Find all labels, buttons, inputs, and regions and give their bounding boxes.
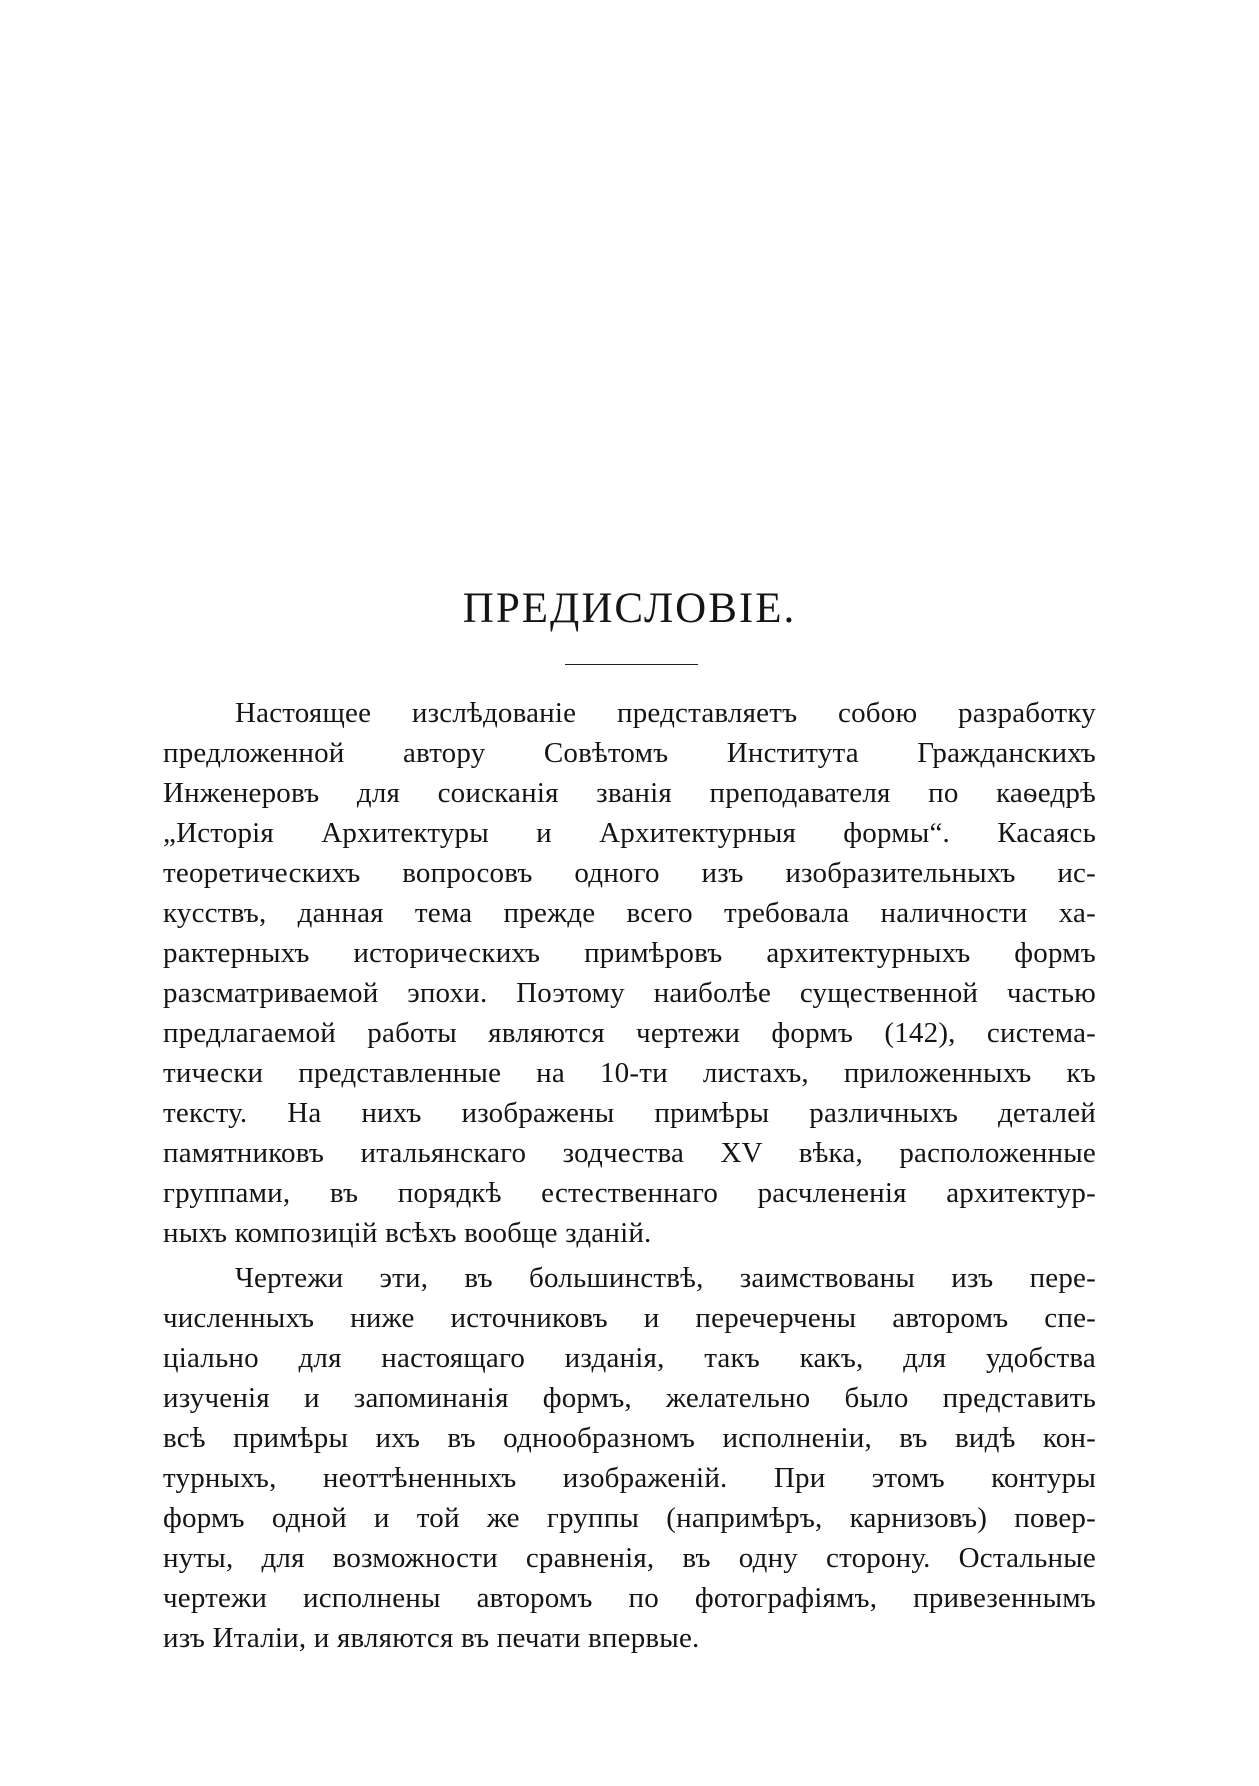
text-line: группами, въ порядкѣ естественнаго расчлененія архитектур-	[163, 1177, 1096, 1209]
text-line: чертежи исполнены авторомъ по фотографіямъ, привезеннымъ	[163, 1582, 1096, 1614]
text-line: ныхъ композицій всѣхъ вообще зданій.	[163, 1217, 652, 1249]
text-line: тексту. На нихъ изображены примѣры различныхъ деталей	[163, 1097, 1096, 1129]
preface-body	[163, 693, 1096, 1658]
text-line: рактерныхъ историческихъ примѣровъ архитектурныхъ формъ	[163, 937, 1096, 969]
text-line: нуты, для возможности сравненія, въ одну сторону. Остальные	[163, 1542, 1096, 1574]
text-line: изученія и запоминанія формъ, желательно было представить	[163, 1382, 1096, 1414]
text-line: формъ одной и той же группы (напримѣръ, карнизовъ) повер-	[163, 1502, 1096, 1534]
text-line: предложенной автору Совѣтомъ Института Гражданскихъ	[163, 737, 1096, 769]
text-line: изъ Италіи, и являются въ печати впервые.	[163, 1622, 700, 1654]
text-line: ціально для настоящаго изданія, такъ какъ, для удобства	[163, 1342, 1096, 1374]
text-line: тически представленные на 10-ти листахъ, приложенныхъ къ	[163, 1057, 1096, 1089]
text-line: кусствъ, данная тема прежде всего требовала наличности ха-	[163, 897, 1096, 929]
text-line: предлагаемой работы являются чертежи формъ (142), система-	[163, 1017, 1096, 1049]
text-line: численныхъ ниже источниковъ и перечерчены авторомъ спе-	[163, 1302, 1096, 1334]
page-title: ПРЕДИСЛОВІЕ.	[462, 585, 797, 632]
text-line: разсматриваемой эпохи. Поэтому наиболѣе существенной частью	[163, 977, 1096, 1009]
text-line: Чертежи эти, въ большинствѣ, заимствованы изъ пере-	[235, 1262, 1096, 1294]
text-line: Инженеровъ для соисканія званія преподавателя по каѳедрѣ	[163, 777, 1096, 809]
title-divider	[565, 664, 698, 665]
paragraph-1	[163, 693, 1096, 1253]
text-line: теоретическихъ вопросовъ одного изъ изобразительныхъ ис-	[163, 857, 1096, 889]
text-line: памятниковъ итальянскаго зодчества XV вѣка, расположенные	[163, 1137, 1096, 1169]
paragraph-2	[163, 1258, 1096, 1658]
text-line: турныхъ, неоттѣненныхъ изображеній. При этомъ контуры	[163, 1462, 1096, 1494]
text-line: „Исторія Архитектуры и Архитектурныя формы“. Касаясь	[163, 817, 1096, 849]
text-line: всѣ примѣры ихъ въ однообразномъ исполненіи, въ видѣ кон-	[163, 1422, 1096, 1454]
text-line: Настоящее изслѣдованіе представляетъ собою разработку	[235, 697, 1096, 729]
